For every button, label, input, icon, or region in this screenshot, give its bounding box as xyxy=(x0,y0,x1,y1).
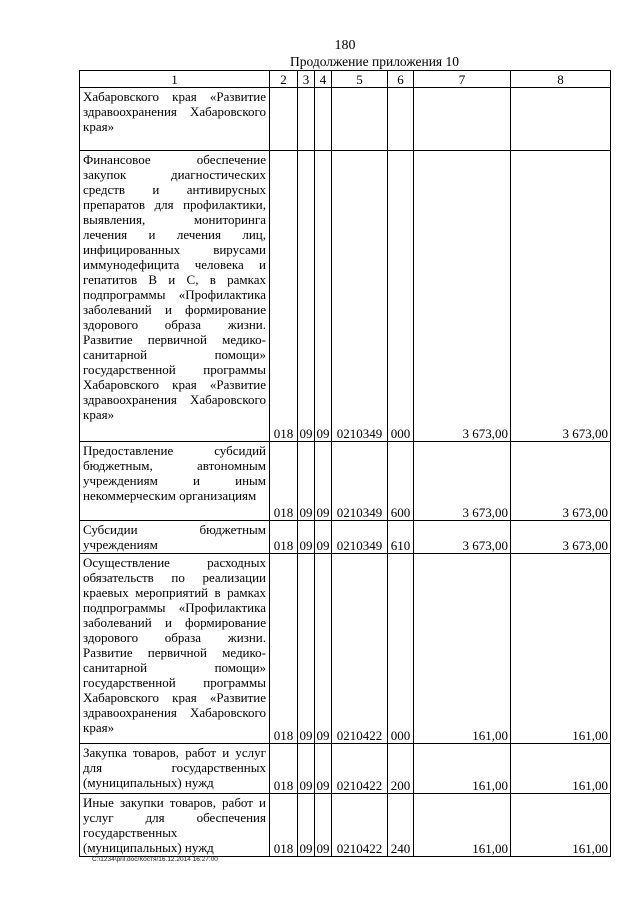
subsection-code: 09 xyxy=(315,151,332,442)
expense-type-code: 000 xyxy=(388,151,414,442)
section-code: 09 xyxy=(298,442,315,521)
subsection-code: 09 xyxy=(315,521,332,554)
amount-2016: 3 673,00 xyxy=(511,521,611,554)
target-article-code: 0210349 xyxy=(332,151,388,442)
amount-2015: 161,00 xyxy=(414,554,511,744)
appendix-continuation-title: Продолжение приложения 10 xyxy=(290,54,460,69)
expense-type-code: 000 xyxy=(388,554,414,744)
amount-2015: 3 673,00 xyxy=(414,442,511,521)
ministry-code xyxy=(270,88,298,151)
amount-2016 xyxy=(511,88,611,151)
table-row xyxy=(80,794,611,857)
row-description: Хабаровского края «Развитие здравоохранения Хабаровского края» xyxy=(80,88,270,151)
header-cell: 4 xyxy=(315,71,332,88)
subsection-code: 09 xyxy=(315,794,332,857)
subsection-code: 09 xyxy=(315,554,332,744)
ministry-code: 018 xyxy=(270,744,298,794)
header-cell: 2 xyxy=(270,71,298,88)
header-cell: 1 xyxy=(80,71,270,88)
section-code: 09 xyxy=(298,554,315,744)
budget-table xyxy=(79,70,611,857)
section-code xyxy=(298,88,315,151)
target-article-code: 0210422 xyxy=(332,744,388,794)
section-code: 09 xyxy=(298,744,315,794)
row-description: Предоставление субсидий бюджетным, автономным учреждениям и иным некоммерческим организациям xyxy=(80,442,270,521)
header-cell: 7 xyxy=(414,71,511,88)
row-description: Закупка товаров, работ и услуг для государственных (муниципальных) нужд xyxy=(80,744,270,794)
target-article-code: 0210349 xyxy=(332,521,388,554)
expense-type-code: 240 xyxy=(388,794,414,857)
header-cell: 5 xyxy=(332,71,388,88)
ministry-code: 018 xyxy=(270,151,298,442)
ministry-code: 018 xyxy=(270,554,298,744)
amount-2015: 3 673,00 xyxy=(414,151,511,442)
row-description: Иные закупки товаров, работ и услуг для обеспечения государственных (муниципальных) нужд xyxy=(80,794,270,857)
row-description: Субсидии бюджетным учреждениям xyxy=(80,521,270,554)
target-article-code xyxy=(332,88,388,151)
amount-2016: 161,00 xyxy=(511,744,611,794)
target-article-code: 0210349 xyxy=(332,442,388,521)
amount-2015: 161,00 xyxy=(414,744,511,794)
header-cell: 6 xyxy=(388,71,414,88)
expense-type-code xyxy=(388,88,414,151)
expense-type-code: 610 xyxy=(388,521,414,554)
page-number: 180 xyxy=(334,38,356,53)
amount-2015: 3 673,00 xyxy=(414,521,511,554)
document-path-footer: C:\1234\pril.doc/Костя/16.12.2014 16:27:00 xyxy=(92,856,218,863)
table-row xyxy=(80,88,611,151)
table-row xyxy=(80,151,611,442)
section-code: 09 xyxy=(298,151,315,442)
amount-2016: 3 673,00 xyxy=(511,442,611,521)
row-description: Осуществление расходных обязательств по реализации краевых мероприятий в рамках подпрограммы «Профилактика заболеваний и формирование здорового образа жизни. Развитие первичной медико-санитарной помощи» государственной программы Хабаровского края «Развитие здравоохранения Хабаровского края» xyxy=(80,554,270,744)
target-article-code: 0210422 xyxy=(332,554,388,744)
expense-type-code: 200 xyxy=(388,744,414,794)
section-code: 09 xyxy=(298,794,315,857)
target-article-code: 0210422 xyxy=(332,794,388,857)
subsection-code: 09 xyxy=(315,744,332,794)
amount-2015: 161,00 xyxy=(414,794,511,857)
subsection-code xyxy=(315,88,332,151)
ministry-code: 018 xyxy=(270,442,298,521)
amount-2016: 3 673,00 xyxy=(511,151,611,442)
header-row xyxy=(80,71,611,88)
expense-type-code: 600 xyxy=(388,442,414,521)
header-cell: 8 xyxy=(511,71,611,88)
table-row xyxy=(80,554,611,744)
amount-2015 xyxy=(414,88,511,151)
row-description: Финансовое обеспечение закупок диагностических средств и антивирусных препаратов для профилактики, выявления, мониторинга лечения и лечения лиц, инфицированных вирусами иммунодефицита человека и гепатитов В и С, в рамках подпрограммы «Профилактика заболеваний и формирование здорового образа жизни. Развитие первичной медико-санитарной помощи» государственной программы Хабаровского края «Развитие здравоохранения Хабаровского края» xyxy=(80,151,270,442)
ministry-code: 018 xyxy=(270,794,298,857)
table-row xyxy=(80,521,611,554)
amount-2016: 161,00 xyxy=(511,554,611,744)
section-code: 09 xyxy=(298,521,315,554)
ministry-code: 018 xyxy=(270,521,298,554)
table-row xyxy=(80,442,611,521)
header-cell: 3 xyxy=(298,71,315,88)
subsection-code: 09 xyxy=(315,442,332,521)
amount-2016: 161,00 xyxy=(511,794,611,857)
table-row xyxy=(80,744,611,794)
